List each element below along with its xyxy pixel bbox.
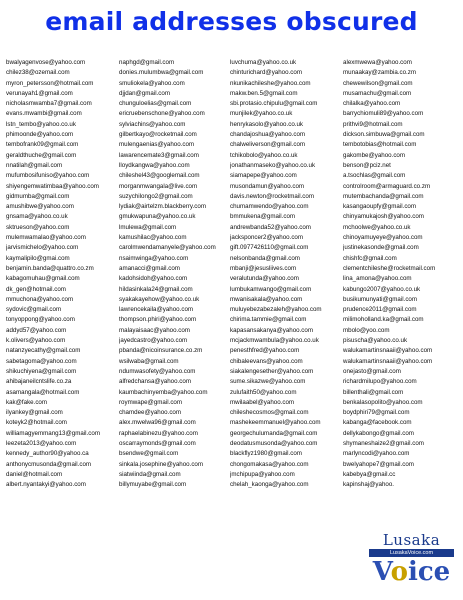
email-address: sume.sikazwe@yahoo.com: [230, 378, 306, 386]
email-address: kaumbachinyemba@yahoo.com: [119, 388, 208, 396]
email-address: kamushilac@yahoo.com: [119, 234, 187, 242]
email-address: walukamartinsnaaii@yahoo.com: [343, 347, 433, 355]
logo-letter-o: o: [390, 557, 408, 587]
email-address: wsilwaba@gmail.com: [119, 357, 179, 365]
email-address: kabebya@gmail.cc: [343, 470, 396, 478]
logo-wordmark-top: Lusaka: [382, 531, 441, 549]
email-address: chamdee@yahoo.com: [119, 409, 182, 417]
email-address: shiyengemwatimbaa@yahoo.com: [6, 182, 99, 190]
email-address: jayedcastro@yahoo.com: [119, 337, 188, 345]
email-address: nicholasmwamba7@gmail.com: [6, 100, 92, 108]
email-address: controlroom@armaguard.co.zm: [343, 182, 431, 190]
email-address: tembofrank09@gmail.com: [6, 141, 79, 149]
email-address: lumbukamwango@gmail.com: [230, 285, 312, 293]
email-address: ndumwasofety@yahoo.com: [119, 367, 196, 375]
email-address: zulufaith50@yahoo.com: [230, 388, 297, 396]
lusaka-voice-logo: [363, 530, 460, 598]
email-address: kennedy_author90@yahoo.ca: [6, 450, 89, 458]
email-address: sydovic@gmail.com: [6, 306, 62, 314]
email-address: kapinshaj@yahoo.: [343, 481, 395, 489]
email-address: gift.0977426110@gmail.com: [230, 244, 309, 252]
email-address: chewewilson@gmail.com: [343, 79, 413, 87]
email-address: nsaimwinga@yahoo.com: [119, 254, 189, 262]
email-address: chandajoshua@yahoo.com: [230, 131, 306, 139]
email-address: deodatusmusonda@yahoo.com: [230, 439, 318, 447]
email-address: albert.nyantakyi@yahoo.com: [6, 481, 86, 489]
email-address: a.tsochlas@gmail.com: [343, 172, 406, 180]
email-address: billymuyabe@gmail.com: [119, 481, 187, 489]
email-address: kabungo2007@yahoo.co.uk: [343, 285, 421, 293]
email-address: mwanisakala@yahoo.com: [230, 295, 303, 303]
email-address: daniel@hotmail.com: [6, 470, 63, 478]
email-address: chilalka@yahoo.com: [343, 100, 401, 108]
email-address: alex.mwelwa96@gmail.com: [119, 419, 196, 427]
email-address: dickson.simbuwa@gmail.com: [343, 131, 425, 139]
email-address: myron_petersson@hotmail.com: [6, 79, 94, 87]
email-address: chileshel43@googlemail.com: [119, 172, 200, 180]
email-address: sabetagoma@yahoo.com: [6, 357, 77, 365]
email-address: mufumbosifuniso@yahoo.com: [6, 172, 90, 180]
email-address: smuliokela@yahoo.com: [119, 79, 185, 87]
email-address: mutembachanda@gmail.com: [343, 192, 424, 200]
email-address: prudence2011@gmail.com: [343, 306, 417, 314]
email-address: natanzyecathy@gmail.com: [6, 347, 81, 355]
email-address: bmmukena@gmail.com: [230, 213, 296, 221]
email-address: williamagyemmang13@gmail.com: [6, 429, 100, 437]
email-address: clementchileshe@rocketmail.com: [343, 264, 436, 272]
email-address: alfredchansa@yahoo.com: [119, 378, 191, 386]
email-address: mashekeemmanuel@yahoo.com: [230, 419, 321, 427]
email-column-4: [343, 58, 461, 490]
email-address: nelsonbanda@gmail.com: [230, 254, 300, 262]
email-address: lydiak@airtelzm.blackberry.com: [119, 203, 206, 211]
email-address: leezeta2013@yahoo.com: [6, 439, 77, 447]
email-address: davis.newton@rocketmail.com: [230, 192, 314, 200]
email-address: chalweliverson@gmail.com: [230, 141, 306, 149]
email-address: morganmwangala@live.com: [119, 182, 198, 190]
email-address: kasangaoupfy@gmail.com: [343, 203, 417, 211]
email-address: chilez38@ozemail.com: [6, 69, 70, 77]
email-address: kapasansakanya@yahoo.com: [230, 326, 313, 334]
page-title: email addresses obscured: [45, 7, 418, 36]
email-address: mwilaabel@yahoo.com: [230, 398, 295, 406]
email-address: andrewbanda52@yahoo.com: [230, 223, 311, 231]
email-address: benkalasopolito@yahoo.com: [343, 398, 423, 406]
email-address: tonyoppong@yahoo.com: [6, 316, 75, 324]
email-address: malayaisaac@yahoo.com: [119, 326, 190, 334]
email-address: gakombe@yahoo.com: [343, 151, 406, 159]
email-address: tembotobias@hotmail.com: [343, 141, 417, 149]
email-address: bwelyahope7@gmail.com: [343, 460, 414, 468]
email-address: chelah_kaonga@yahoo.com: [230, 481, 309, 489]
email-address: prithvi9@hotmail.com: [343, 120, 403, 128]
email-address: asamangala@hotmail.com: [6, 388, 80, 396]
email-address: bsendwe@gmail.com: [119, 450, 179, 458]
email-address: thompson.phiri@yahoo.com: [119, 316, 197, 324]
email-address: penesthfred@yahoo.com: [230, 347, 300, 355]
email-address: chirima.tammie@gmail.com: [230, 316, 307, 324]
email-address: kabagomuhau@gmail.com: [6, 275, 80, 283]
email-address: suzychilongo2@gmail.com: [119, 192, 193, 200]
email-address: shymaneshaize2@gmail.com: [343, 439, 424, 447]
email-address: muluyebezabezaleh@yahoo.com: [230, 306, 322, 314]
email-address: evans.mwambi@gmail.com: [6, 110, 82, 118]
email-address: nkunikachileshe@yahoo.com: [230, 79, 311, 87]
email-address: lawarencemate3@gmail.com: [119, 151, 199, 159]
email-address: chinyamukajosh@yahoo.com: [343, 213, 424, 221]
email-column-3: [230, 58, 340, 490]
email-address: ilyankey@gmail.com: [6, 409, 63, 417]
email-address: chibaleevans@yahoo.com: [230, 357, 303, 365]
email-address: boydphiri79@gmail.com: [343, 409, 410, 417]
email-address: luvchuma@yahoo.co.uk: [230, 59, 297, 66]
email-address: musamachu@gmail.com: [343, 89, 412, 97]
email-address: milimoholland.ka@gmail.com: [343, 316, 424, 324]
email-address: raphaelabinezu@yahoo.com: [119, 429, 198, 437]
email-address: anthonycmusonda@gmail.com: [6, 460, 92, 468]
email-address: veralutunda@yahoo.com: [230, 275, 299, 283]
email-column-2: [119, 58, 227, 490]
email-address: kak@fake.com: [6, 398, 48, 406]
email-address: oscarraymonds@gmail.com: [119, 439, 196, 447]
email-address: mulengaenias@yahoo.com: [119, 141, 195, 149]
email-address: ahibajaneilcntslife.co.za: [6, 378, 72, 386]
email-address: sylviachins@yahoo.com: [119, 120, 186, 128]
email-address: lmulewa@gmail.com: [119, 223, 177, 231]
email-address: chunguloelias@gmail.com: [119, 100, 192, 108]
email-address: hildasinkala24@gmail.com: [119, 285, 193, 293]
email-address: gilbertkayo@rocketmail.com: [119, 131, 197, 139]
email-address: syakakayehow@yahoo.co.uk: [119, 295, 200, 303]
email-address: lstn_tembo@yahoo.co.uk: [6, 120, 76, 128]
email-address: naphgd@gmail.com: [119, 59, 175, 66]
email-address: gmukwapuna@yahoo.co.uk: [119, 213, 196, 221]
email-address: jarvismichelo@yahoo.com: [6, 244, 79, 252]
logo-letter-v: V: [372, 557, 391, 587]
email-address: alexmwewa@yahoo.com: [343, 59, 412, 66]
email-address: sinkala.josephine@yahoo.com: [119, 460, 204, 468]
email-address: busikumunyati@gmail.com: [343, 295, 418, 303]
email-address: jmchipupa@yahoo.com: [230, 470, 295, 478]
logo-wordmark-bottom: [363, 557, 460, 587]
email-address: mchoolwe@yahoo.co.uk: [343, 223, 411, 231]
email-address: verunayah1@gmail.com: [6, 89, 73, 97]
email-address: lina_amona@yahoo.com: [343, 275, 412, 283]
email-address: sktrueson@yahoo.com: [6, 223, 70, 231]
email-address: justinekasonde@gmail.com: [343, 244, 419, 252]
email-address: geraldthuche@gmail.com: [6, 151, 77, 159]
email-address: djjdan@gmail.com: [119, 89, 170, 97]
email-address: donies.mulumbwa@gmail.com: [119, 69, 204, 77]
email-address: chinturichard@yahoo.com: [230, 69, 302, 77]
email-address: siamapepe@yahoo.com: [230, 172, 297, 180]
email-address: amanacci@gmail.com: [119, 264, 180, 272]
email-address: gnsama@yahoo.co.uk: [6, 213, 68, 221]
email-address: amushibwe@yahoo.com: [6, 203, 74, 211]
email-address: pisuscha@yahoo.co.uk: [343, 337, 408, 345]
email-address: munjilek@yahoo.co.uk: [230, 110, 293, 118]
logo-url: LusakaVoice.com: [369, 549, 454, 557]
email-address: chileshecosmos@gmail.com: [230, 409, 309, 417]
email-address: carolmwendamanyele@yahoo.com: [119, 244, 216, 252]
email-address: jacksponcer2@yahoo.com: [230, 234, 304, 242]
email-address: benjamin.banda@quattro.co.zm: [6, 264, 94, 272]
email-address: richardmilupo@yahoo.com: [343, 378, 417, 386]
email-address: henrykasolo@yahoo.co.uk: [230, 120, 304, 128]
email-address: makw.ben.5@gmail.com: [230, 89, 298, 97]
email-column-1: [6, 58, 114, 490]
email-address: shikuchiyena@gmail.com: [6, 367, 77, 375]
email-address: addyd57@yahoo.com: [6, 326, 67, 334]
email-address: musondamun@yahoo.com: [230, 182, 305, 190]
email-address: blackflyz1980@gmail.com: [230, 450, 302, 458]
email-address: mulemwamalao@yahoo.com: [6, 234, 86, 242]
email-address: mbanji@jesusliives.com: [230, 264, 297, 272]
email-address: onejasto@gmail.com: [343, 367, 401, 375]
email-address: siatwiinda@gmail.com: [119, 470, 181, 478]
email-address: barrychiomuli89@yahoo.com: [343, 110, 424, 118]
email-address: lawrencekaila@yahoo.com: [119, 306, 194, 314]
email-address: k.olivers@yahoo.com: [6, 337, 66, 345]
email-address: gidmumba@gmail.com: [6, 192, 70, 200]
email-address: munaakay@zambia.co.zm: [343, 69, 416, 77]
email-address: pbanda@nicoinsurance.co.zm: [119, 347, 203, 355]
email-address: mbolo@yoo.com: [343, 326, 390, 334]
email-address: ericruebenschone@yahoo.com: [119, 110, 205, 118]
email-address: siakalengesether@yahoo.com: [230, 367, 314, 375]
email-address: chishfc@gmail.com: [343, 254, 397, 262]
email-address: chumamwendo@yahoo.com: [230, 203, 309, 211]
email-address: mcjackmwambula@yahoo.co.uk: [230, 337, 319, 345]
email-address: walukamartinsnaaii@yahoo.com: [343, 357, 433, 365]
email-address: koteyk2@hotmail.com: [6, 419, 67, 427]
logo-letters-ice: ice: [407, 557, 451, 587]
email-address: lloydkangwa@yahoo.com: [119, 161, 190, 169]
email-address: phimoonde@yahoo.com: [6, 131, 74, 139]
email-address: roymwape@gmail.com: [119, 398, 183, 406]
email-address: dk_gen@hotmail.com: [6, 285, 66, 293]
email-address: georgechulumanda@gmail.com: [230, 429, 318, 437]
email-address: kaymalipilo@gmai.com: [6, 254, 70, 262]
email-address: dellykabongo@gmail.com: [343, 429, 414, 437]
email-address: mmuchona@yahoo.com: [6, 295, 74, 303]
email-address: jonathanmaseko@yahoo.co.uk: [230, 161, 316, 169]
email-address: tchikobolo@yahoo.co.uk: [230, 151, 298, 159]
email-address: sbi.protasio.chipulu@gmail.com: [230, 100, 318, 108]
email-address: benson@pciz.net: [343, 161, 391, 169]
email-address: marlyncodi@yahoo.com: [343, 450, 410, 458]
email-address: bwalyagenvose@yahoo.com: [6, 59, 86, 66]
email-address: nnatilah@gmail.com: [6, 161, 63, 169]
email-address: kadohsidoh@yahoo.com: [119, 275, 188, 283]
email-address: chongomakasa@yahoo.com: [230, 460, 309, 468]
email-address: kabanga@facebook.com: [343, 419, 412, 427]
email-address: billenthali@gmail.com: [343, 388, 404, 396]
email-address: chinoyamuyeye@yahoo.com: [343, 234, 423, 242]
